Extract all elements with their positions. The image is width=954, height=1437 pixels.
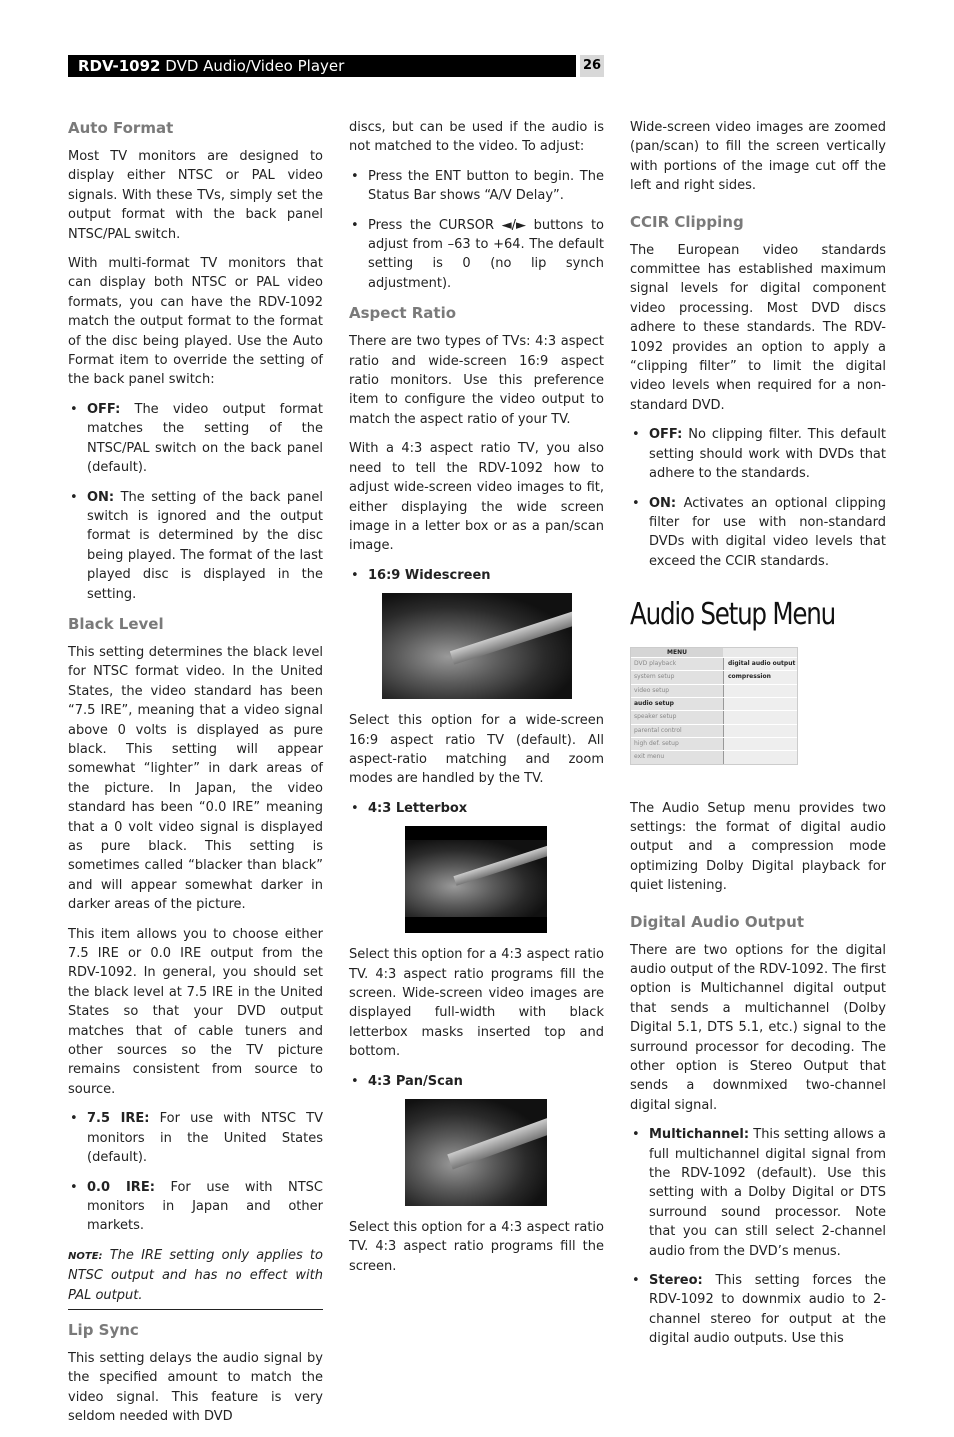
bullet-list	[349, 566, 604, 585]
paragraph: Most TV monitors are designed to display either NTSC or PAL video signals. With these TVs, simply set the output format with the back panel NTSC/PAL switch.	[68, 149, 323, 242]
bullet-text: The setting of the back panel switch is ignored and the output format is determined by the disc being played. The format of the last played disc is displayed in the setting.	[87, 489, 323, 602]
column-3	[630, 118, 886, 1359]
page-number: 26	[580, 55, 604, 77]
list-item	[630, 425, 886, 483]
letterbox-image	[405, 826, 547, 933]
bullet-text: For use with NTSC TV monitors in the United States (default).	[87, 1111, 323, 1166]
list-item	[68, 400, 323, 478]
menu-item[interactable]: DVD playback	[631, 658, 723, 670]
list-item	[349, 799, 604, 818]
digital-audio-heading: Digital Audio Output	[630, 912, 805, 931]
menu-item-selected[interactable]: audio setup	[631, 698, 723, 710]
bullet-text: This setting forces the RDV-1092 to downmix audio to 2-channel stereo for output at the digital audio outputs. Use this	[649, 1273, 886, 1347]
menu-item[interactable]: system setup	[631, 671, 723, 683]
list-item	[630, 1125, 886, 1261]
bullet-label: ON:	[649, 495, 677, 511]
paragraph: Select this option for a 4:3 aspect ratio TV. 4:3 aspect ratio programs fill the screen. Wide-screen video images are displayed full-width with black letterbox masks inserted top and bottom.	[349, 947, 604, 1060]
menu-option[interactable]: compression	[723, 671, 797, 683]
paragraph: discs, but can be used if the audio is not matched to the video. To adjust:	[349, 120, 604, 155]
bullet-label: 16:9 Widescreen	[368, 567, 491, 583]
menu-row[interactable]	[631, 710, 797, 723]
paragraph: This setting determines the black level for NTSC format video. In the United States, the video standard has been “7.5 IRE”, meaning that a video signal above 0 volts is displayed as pure black. This setting will appear somewhat “lighter” in dark areas of the picture. In Japan, the video standard has been “0.0 IRE” meaning that a 0 volt video signal is displayed as pure black. This setting is sometimes called “blacker than black” and will appear somewhat darker in darker areas of the picture.	[68, 644, 323, 913]
list-item	[68, 1109, 323, 1167]
menu-row[interactable]	[631, 724, 797, 737]
bullet-list	[68, 400, 323, 604]
bullet-list	[349, 1072, 604, 1091]
menu-row[interactable]	[631, 670, 797, 683]
auto-format-heading: Auto Format	[68, 119, 174, 137]
paragraph: The European video standards committee has established maximum signal levels for digital component video processing. Most DVD discs adhere to these standards. The RDV-1092 provides an option to apply a “clipping filter” to limit the digital video levels when required for a non-standard DVD.	[630, 242, 886, 413]
bullet-text: No clipping filter. This default setting should work with DVDs that adhere to the standards.	[649, 427, 887, 482]
menu-option-empty	[723, 698, 797, 710]
bullet-label: 4:3 Letterbox	[368, 800, 468, 816]
list-item	[349, 566, 604, 585]
bullet-label: 7.5 IRE:	[87, 1111, 150, 1127]
bullet-list	[630, 1125, 886, 1348]
bullet-label: ON:	[87, 489, 115, 505]
audio-setup-menu	[630, 647, 798, 764]
paragraph: Select this option for a wide-screen 16:9 aspect ratio TV (default). All aspect-ratio matching and zoom modes are handled by the TV.	[349, 713, 604, 787]
menu-item[interactable]: exit menu	[631, 751, 723, 763]
paragraph: This item allows you to choose either 7.5 IRE or 0.0 IRE output from the RDV-1092. In general, you should set the black level at 7.5 IRE in the United States so that your DVD output matches that of cable tuners and other sources so the TV picture remains consistent from source to source.	[68, 926, 323, 1097]
menu-row[interactable]	[631, 684, 797, 697]
menu-option-empty	[723, 751, 797, 763]
column-2	[349, 118, 604, 1286]
bullet-text: This setting allows a full multichannel digital signal from the RDV-1092 (default). Use this setting with a Dolby Digital or DTS surround sound processor. Note that you can still select 2-channel audio from the DVD’s menus.	[649, 1127, 886, 1259]
list-item	[68, 488, 323, 604]
black-level-heading: Black Level	[68, 614, 164, 633]
bullet-label: Multichannel:	[649, 1127, 750, 1143]
note	[68, 1246, 323, 1310]
lip-sync-heading: Lip Sync	[68, 1320, 139, 1339]
bullet-label: 0.0 IRE:	[87, 1179, 155, 1195]
widescreen-image	[382, 593, 572, 699]
menu-row[interactable]	[631, 737, 797, 750]
letterbox-picture	[405, 840, 547, 917]
paragraph: There are two options for the digital audio output of the RDV-1092. The first option is Multichannel digital output that sends a multichannel (Dolby Digital 5.1, DTS 5.1, etc.) signal to the surround processor for decoding. The other option is Stereo Output that sends a downmixed two-channel digital signal.	[630, 942, 886, 1113]
menu-option-empty	[723, 725, 797, 737]
page-header	[68, 55, 576, 77]
menu-item[interactable]: video setup	[631, 685, 723, 697]
bullet-text: For use with NTSC monitors in Japan and other markets.	[87, 1179, 324, 1234]
paragraph: There are two types of TVs: 4:3 aspect ratio and wide-screen 16:9 aspect ratio monitors. Use this preference item to configure the video output to match the aspect ratio of your TV.	[349, 334, 604, 427]
menu-item[interactable]: high def. setup	[631, 738, 723, 750]
note-label: NOTE:	[68, 1250, 103, 1262]
paragraph: With a 4:3 aspect ratio TV, you also need to tell the RDV-1092 how to adjust wide-screen video images to fit, either displaying the wide screen image in a letter box or as a pan/scan image.	[349, 441, 604, 554]
list-item: • Press the CURSOR ◄/► buttons to adjust from –63 to +64. The default setting is 0 (no lip synch adjustment).	[349, 216, 604, 294]
bullet-list	[630, 425, 886, 571]
menu-option-empty	[723, 685, 797, 697]
bullet-text: Activates an optional clipping filter for use with non-standard DVDs with digital video levels that exceed the CCIR standards.	[649, 495, 886, 569]
paragraph: The Audio Setup menu provides two settings: the format of digital audio output and a compression mode optimizing Dolby Digital playback for quiet listening.	[630, 800, 886, 894]
bullet-label: Stereo:	[649, 1273, 703, 1289]
list-item	[630, 494, 886, 572]
column-1	[68, 118, 323, 1437]
menu-option-empty	[723, 738, 797, 750]
audio-setup-title: Audio Setup Menu	[630, 597, 836, 633]
bullet-label: OFF:	[649, 427, 683, 443]
bullet-text: The video output format matches the setting of the NTSC/PAL switch on the back panel (default).	[87, 401, 323, 476]
menu-title: MENU	[631, 648, 723, 657]
paragraph: With multi-format TV monitors that can display both NTSC or PAL video formats, you can have the RDV-1092 match the output format to the format of the disc being played. Use the Auto Format item to override the setting of the back panel switch:	[68, 256, 323, 388]
note-text: The IRE setting only applies to NTSC output and has no effect with PAL output.	[68, 1247, 323, 1303]
bullet-list	[68, 1109, 323, 1235]
menu-item[interactable]: parental control	[631, 725, 723, 737]
menu-row[interactable]	[631, 697, 797, 710]
aspect-ratio-heading: Aspect Ratio	[349, 304, 457, 323]
ccir-heading: CCIR Clipping	[630, 212, 744, 231]
menu-option[interactable]: digital audio output	[723, 658, 797, 670]
menu-row[interactable]	[631, 657, 797, 670]
model-name: RDV-1092	[78, 57, 161, 75]
bullet-label: 4:3 Pan/Scan	[368, 1073, 463, 1089]
menu-row[interactable]	[631, 750, 797, 763]
bullet-list	[349, 167, 604, 293]
list-item	[68, 1178, 323, 1236]
paragraph: This setting delays the audio signal by the specified amount to match the video signal. This feature is very seldom needed with DVD	[68, 1350, 323, 1425]
menu-item[interactable]: speaker setup	[631, 711, 723, 723]
bullet-list	[349, 799, 604, 818]
paragraph: Select this option for a 4:3 aspect ratio TV. 4:3 aspect ratio programs fill the screen.	[349, 1220, 604, 1274]
menu-option-empty	[723, 711, 797, 723]
paragraph: Wide-screen video images are zoomed (pan/scan) to fill the screen vertically with portions of the image cut off the left and right sides.	[630, 120, 886, 194]
list-item: • Press the ENT button to begin. The Status Bar shows “A/V Delay”.	[349, 167, 604, 206]
list-item	[349, 1072, 604, 1091]
panscan-image	[405, 1099, 547, 1206]
bullet-label: OFF:	[87, 401, 121, 417]
header-title: DVD Audio/Video Player	[165, 57, 345, 75]
list-item	[630, 1271, 886, 1349]
